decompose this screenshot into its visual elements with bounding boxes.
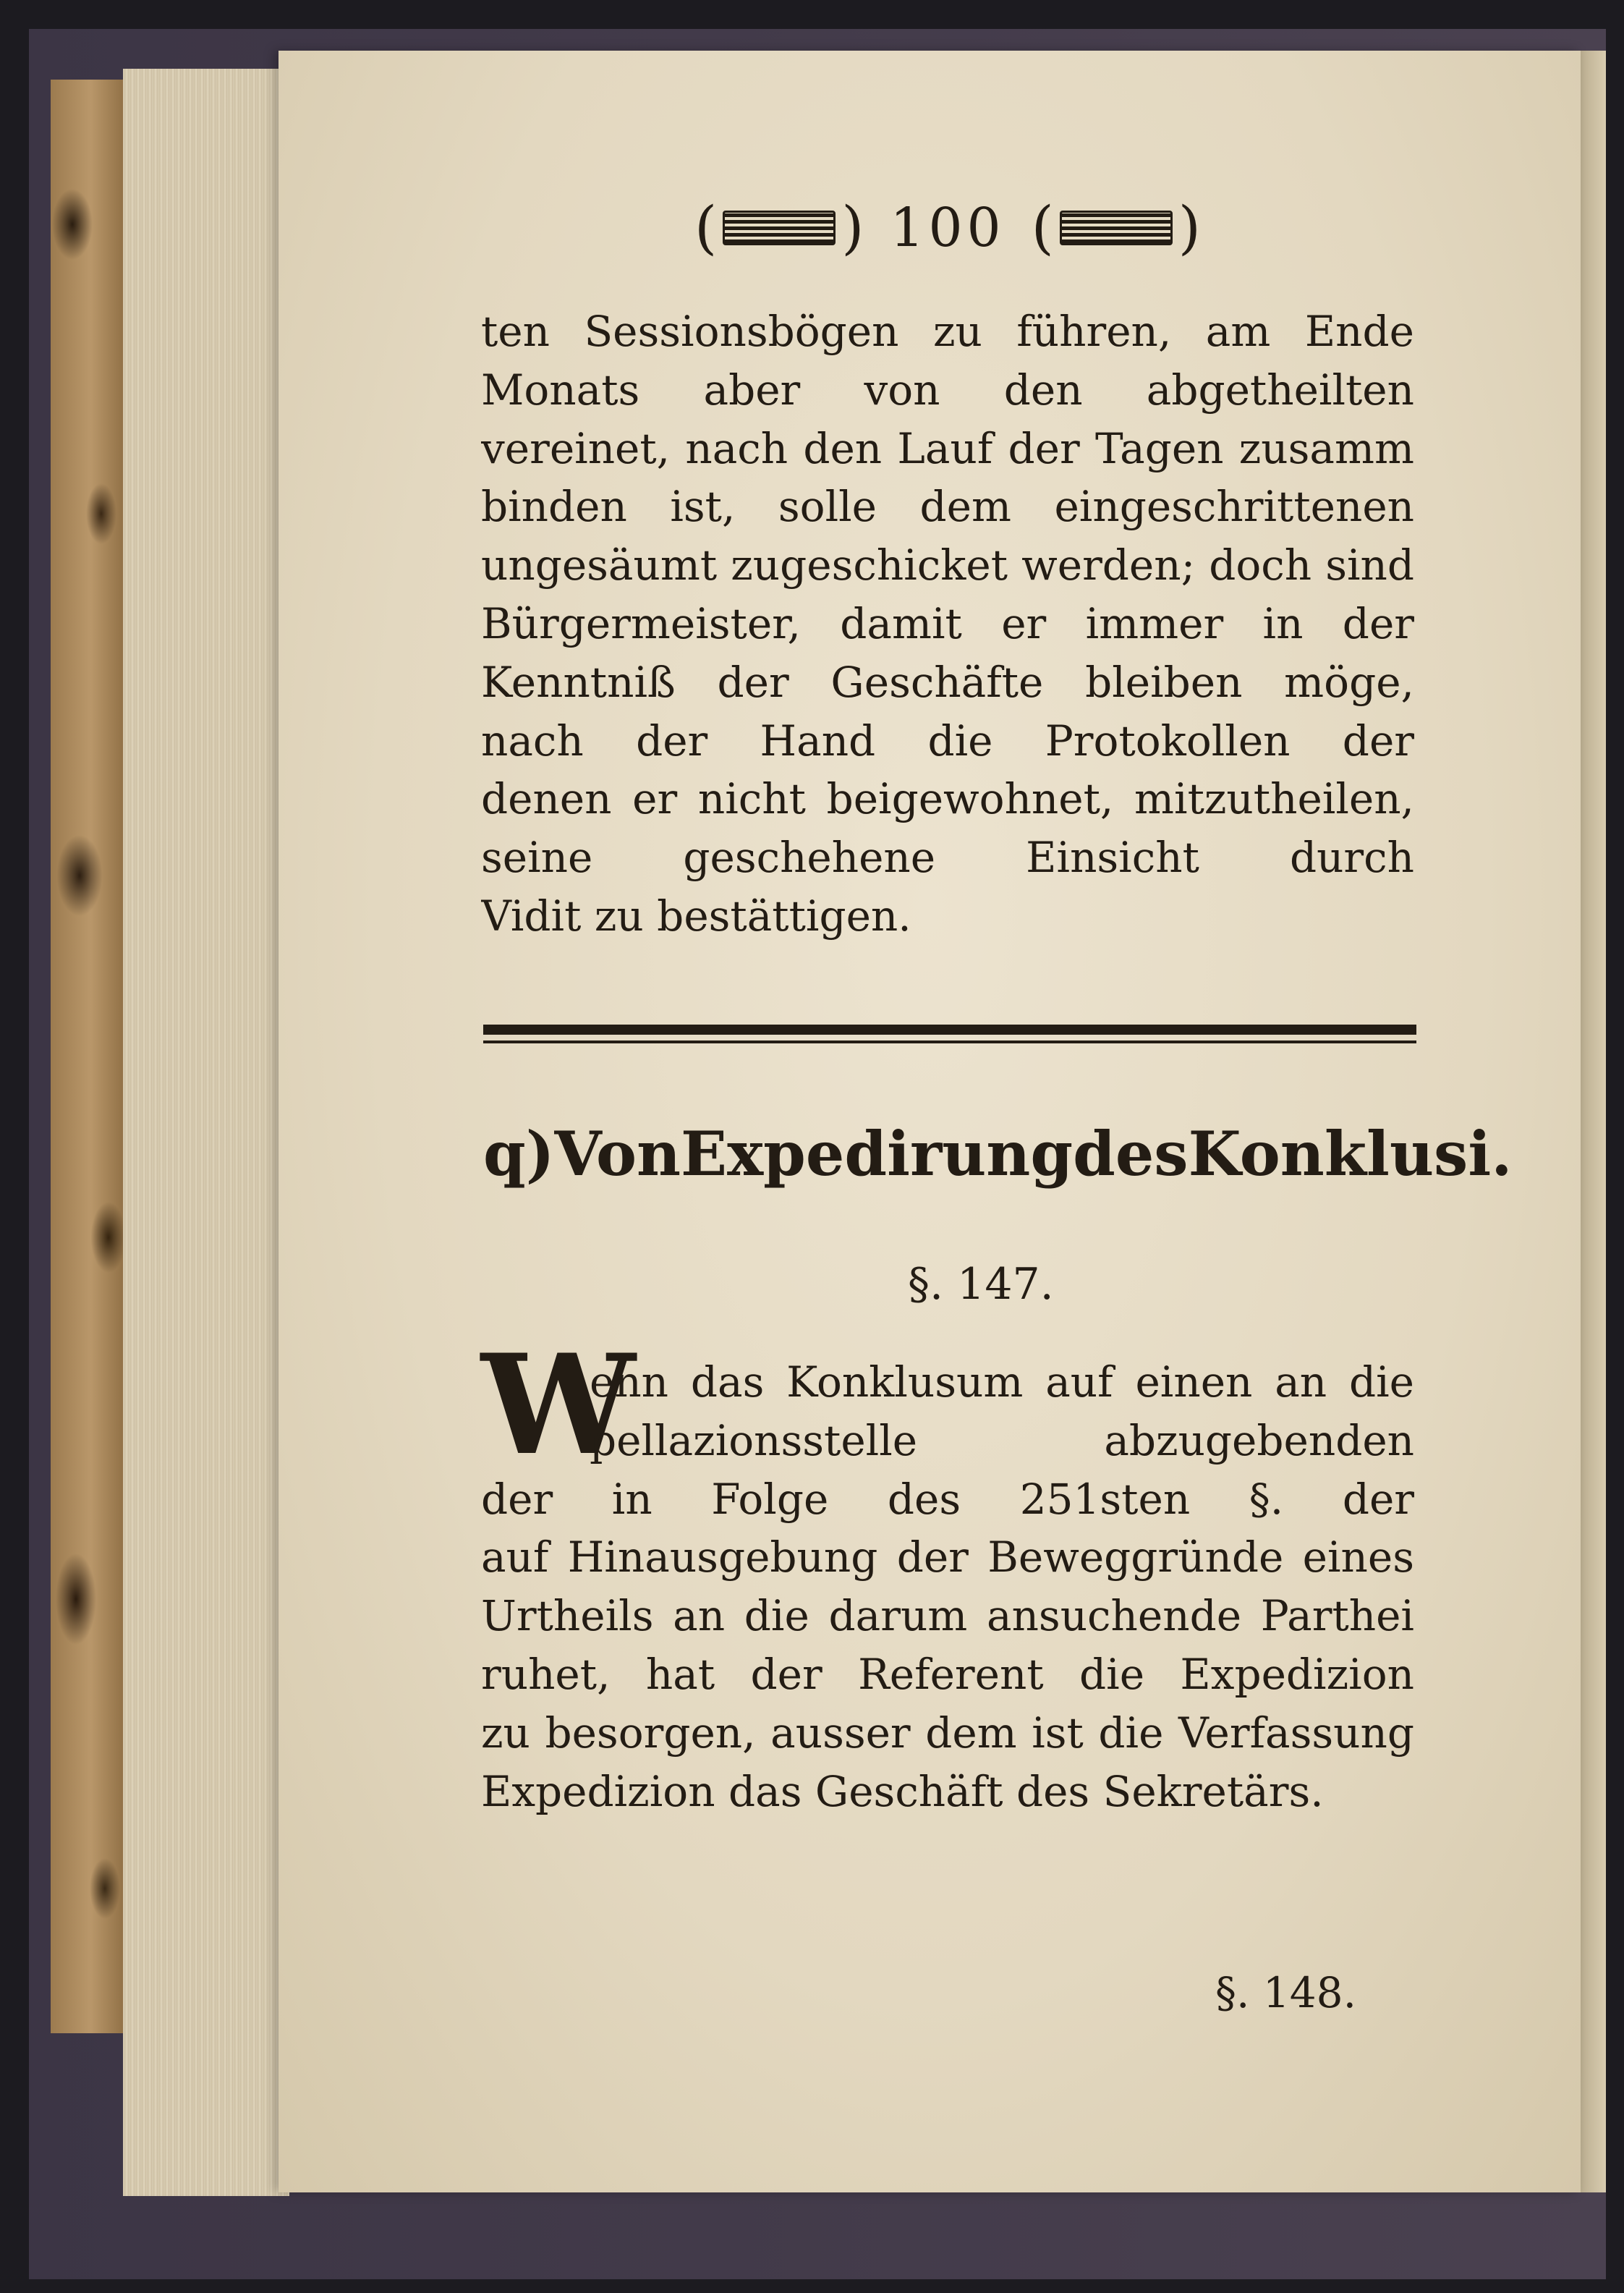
text-line: Kenntniß der Geschäfte bleiben möge, [481,657,1414,707]
text-line: denen er nicht beigewohnet, mitzutheilen, [481,774,1414,824]
text-line: auf Hinausgebung der Beweggründe eines [481,1533,1414,1582]
catchword: §. 148. [1215,1968,1357,2017]
facing-page-edge [1577,51,1606,2192]
heading-word: q) [483,1118,555,1190]
heading-word: des [1073,1118,1189,1190]
heading-word: Expedirung [681,1118,1074,1190]
paragraph-section-147 [481,1353,1414,1821]
text-line: ten Sessionsbögen zu führen, am Ende [481,307,1414,356]
text-line: pellazionsstelle abzugebenden [590,1415,1414,1465]
text-line: Urtheils an die darum ansuchende Parthei [481,1591,1414,1641]
heading-word: Konklusi. [1188,1118,1513,1190]
heading-word: Von [554,1118,681,1190]
text-line: Expedizion das Geschäft des Sekretärs. [481,1766,1324,1816]
page-edges [123,69,289,2196]
section-number: §. 147. [908,1259,1054,1310]
text-line: Monats aber von den abgetheilten [481,365,1414,415]
text-line: der in Folge des 251sten §. der [481,1474,1414,1524]
text-line: Vidit zu bestättigen. [481,891,911,941]
text-line: ruhet, hat der Referent die Expedizion [481,1649,1414,1699]
right-ornament: ( ) [1031,194,1201,261]
page-number: 100 [890,197,1006,259]
running-header [694,188,1201,268]
text-line: binden ist, solle dem eingeschrittenen [481,482,1414,532]
drop-capital: W [481,1324,636,1485]
text-line: Bürgermeister, damit er immer in der [481,598,1414,648]
text-line: nach der Hand die Protokollen der [481,716,1414,766]
text-line: enn das Konklusum auf einen an die [590,1357,1414,1407]
paragraph-continued [481,302,1414,946]
text-line: zu besorgen, ausser dem ist die Verfassung [481,1708,1414,1758]
marbled-binding [51,80,130,2033]
text-line: seine geschehene Einsicht durch [481,833,1414,883]
text-line: ungesäumt zugeschicket werden; doch sind [481,541,1414,590]
text-line: vereinet, nach den Lauf der Tagen zusamm [481,423,1414,473]
section-divider [483,1025,1416,1043]
left-ornament: ( ) [694,194,864,261]
section-heading [483,1111,1513,1198]
